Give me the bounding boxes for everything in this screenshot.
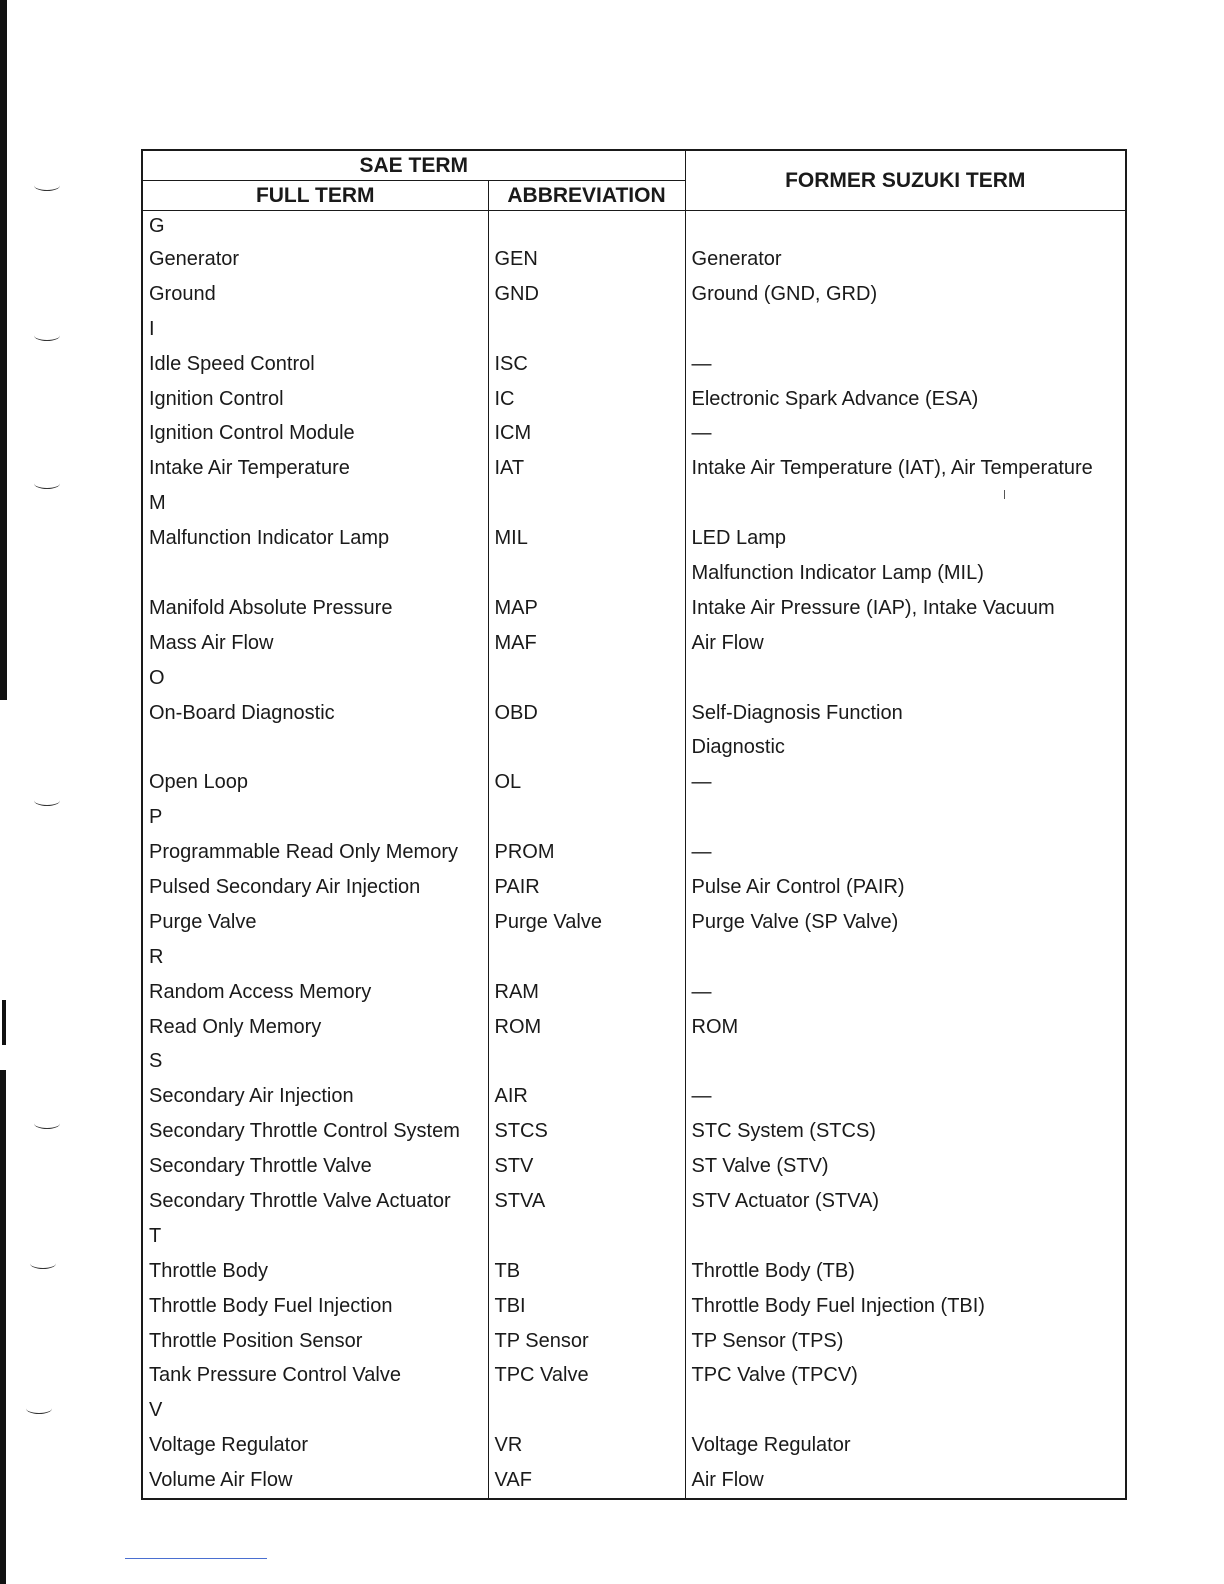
former-term-cell — [685, 211, 1126, 243]
abbreviation-cell — [488, 1393, 685, 1428]
full-term-cell: Secondary Throttle Valve Actuator — [142, 1184, 488, 1219]
abbreviation-cell: AIR — [488, 1079, 685, 1114]
table-row — [142, 451, 1126, 486]
table-row — [142, 211, 1126, 243]
full-term-cell: Purge Valve — [142, 905, 488, 940]
abbreviation-cell: VAF — [488, 1463, 685, 1499]
abbreviation-cell — [488, 1219, 685, 1254]
table-row — [142, 1044, 1126, 1079]
table-row — [142, 382, 1126, 417]
table-row — [142, 347, 1126, 382]
table-row — [142, 1289, 1126, 1324]
table-row — [142, 835, 1126, 870]
table-row — [142, 521, 1126, 556]
full-term-cell — [142, 730, 488, 765]
table-row — [142, 1079, 1126, 1114]
former-term-cell — [685, 1044, 1126, 1079]
abbreviation-cell: ROM — [488, 1010, 685, 1045]
full-term-cell: Tank Pressure Control Valve — [142, 1359, 488, 1394]
scan-edge-bottom — [0, 1070, 6, 1584]
binder-hole-mark — [34, 330, 60, 341]
abbreviation-cell: MAF — [488, 626, 685, 661]
table-row — [142, 1359, 1126, 1394]
full-term-cell: I — [142, 312, 488, 347]
full-term-cell: M — [142, 486, 488, 521]
full-term-cell: Ignition Control Module — [142, 416, 488, 451]
table-row — [142, 696, 1126, 731]
binder-hole-mark — [26, 1403, 52, 1414]
full-term-cell: V — [142, 1393, 488, 1428]
table-row — [142, 1254, 1126, 1289]
former-term-cell: LED Lamp — [685, 521, 1126, 556]
abbreviation-cell: IAT — [488, 451, 685, 486]
table-row — [142, 242, 1126, 277]
full-term-cell: Generator — [142, 242, 488, 277]
sae-term-header: SAE TERM — [142, 150, 685, 181]
abbreviation-cell: MIL — [488, 521, 685, 556]
abbreviation-cell — [488, 1044, 685, 1079]
full-term-cell: T — [142, 1219, 488, 1254]
former-term-cell: — — [685, 765, 1126, 800]
former-term-cell: Intake Air Pressure (IAP), Intake Vacuum — [685, 591, 1126, 626]
full-term-cell: Open Loop — [142, 765, 488, 800]
abbreviation-cell: MAP — [488, 591, 685, 626]
full-term-cell: Malfunction Indicator Lamp — [142, 521, 488, 556]
table-row — [142, 556, 1126, 591]
full-term-cell: Throttle Position Sensor — [142, 1324, 488, 1359]
abbreviation-cell — [488, 940, 685, 975]
full-term-cell: Read Only Memory — [142, 1010, 488, 1045]
full-term-cell: Throttle Body Fuel Injection — [142, 1289, 488, 1324]
former-term-cell: Electronic Spark Advance (ESA) — [685, 382, 1126, 417]
abbreviation-cell: PAIR — [488, 870, 685, 905]
full-term-cell: Pulsed Secondary Air Injection — [142, 870, 488, 905]
abbreviation-cell — [488, 486, 685, 521]
abbreviation-cell: STCS — [488, 1114, 685, 1149]
binder-hole-mark — [34, 795, 60, 806]
full-term-cell — [142, 556, 488, 591]
full-term-cell: Idle Speed Control — [142, 347, 488, 382]
abbreviation-cell: ISC — [488, 347, 685, 382]
former-term-cell: Pulse Air Control (PAIR) — [685, 870, 1126, 905]
full-term-cell: P — [142, 800, 488, 835]
former-term-cell — [685, 486, 1126, 521]
former-term-cell: Intake Air Temperature (IAT), Air Temperature — [685, 451, 1126, 486]
former-term-cell: — — [685, 835, 1126, 870]
full-term-cell: Manifold Absolute Pressure — [142, 591, 488, 626]
former-term-cell: Air Flow — [685, 1463, 1126, 1499]
abbreviation-cell: TB — [488, 1254, 685, 1289]
former-term-cell: TPC Valve (TPCV) — [685, 1359, 1126, 1394]
former-term-cell: Self-Diagnosis Function — [685, 696, 1126, 731]
abbreviation-cell: TPC Valve — [488, 1359, 685, 1394]
abbreviation-cell: GEN — [488, 242, 685, 277]
former-term-cell — [685, 312, 1126, 347]
full-term-cell: Ignition Control — [142, 382, 488, 417]
abbreviation-cell: TP Sensor — [488, 1324, 685, 1359]
full-term-cell: Intake Air Temperature — [142, 451, 488, 486]
former-term-cell: Diagnostic — [685, 730, 1126, 765]
full-term-cell: Random Access Memory — [142, 975, 488, 1010]
abbreviation-cell: TBI — [488, 1289, 685, 1324]
table-row — [142, 1393, 1126, 1428]
full-term-cell: Secondary Air Injection — [142, 1079, 488, 1114]
former-term-cell: Voltage Regulator — [685, 1428, 1126, 1463]
table-row — [142, 975, 1126, 1010]
table-row — [142, 416, 1126, 451]
full-term-cell: S — [142, 1044, 488, 1079]
full-term-cell: Secondary Throttle Valve — [142, 1149, 488, 1184]
full-term-cell: G — [142, 211, 488, 243]
table-row — [142, 1324, 1126, 1359]
full-term-cell: On-Board Diagnostic — [142, 696, 488, 731]
footer-rule — [125, 1558, 267, 1559]
table-row — [142, 1184, 1126, 1219]
full-term-cell: Mass Air Flow — [142, 626, 488, 661]
full-term-cell: Programmable Read Only Memory — [142, 835, 488, 870]
table-header — [142, 150, 1126, 211]
full-term-cell: Throttle Body — [142, 1254, 488, 1289]
full-term-cell: Voltage Regulator — [142, 1428, 488, 1463]
binder-hole-mark — [34, 180, 60, 191]
former-suzuki-term-header: FORMER SUZUKI TERM — [685, 150, 1126, 211]
abbreviation-cell — [488, 661, 685, 696]
full-term-header: FULL TERM — [142, 181, 488, 211]
abbreviation-cell: STVA — [488, 1184, 685, 1219]
abbreviation-cell — [488, 730, 685, 765]
abbreviation-cell: OL — [488, 765, 685, 800]
table-row — [142, 905, 1126, 940]
former-term-cell: — — [685, 416, 1126, 451]
abbreviation-cell: OBD — [488, 696, 685, 731]
full-term-cell: Secondary Throttle Control System — [142, 1114, 488, 1149]
abbreviation-cell: RAM — [488, 975, 685, 1010]
abbreviation-cell: STV — [488, 1149, 685, 1184]
table-row — [142, 661, 1126, 696]
table-row — [142, 870, 1126, 905]
table-row — [142, 765, 1126, 800]
former-term-cell: Malfunction Indicator Lamp (MIL) — [685, 556, 1126, 591]
table-row — [142, 940, 1126, 975]
former-term-cell — [685, 800, 1126, 835]
former-term-cell: ST Valve (STV) — [685, 1149, 1126, 1184]
table-row — [142, 486, 1126, 521]
abbreviation-cell: GND — [488, 277, 685, 312]
table-body — [142, 211, 1126, 1500]
former-term-cell: STC System (STCS) — [685, 1114, 1126, 1149]
full-term-cell: Volume Air Flow — [142, 1463, 488, 1499]
full-term-cell: R — [142, 940, 488, 975]
former-term-cell: Purge Valve (SP Valve) — [685, 905, 1126, 940]
former-term-cell: TP Sensor (TPS) — [685, 1324, 1126, 1359]
former-term-cell — [685, 1393, 1126, 1428]
abbreviation-cell — [488, 556, 685, 591]
former-term-cell: — — [685, 1079, 1126, 1114]
table-row — [142, 626, 1126, 661]
former-term-cell: STV Actuator (STVA) — [685, 1184, 1126, 1219]
former-term-cell: — — [685, 975, 1126, 1010]
table-row — [142, 1219, 1126, 1254]
abbreviation-cell: VR — [488, 1428, 685, 1463]
table-row — [142, 591, 1126, 626]
former-term-cell: Air Flow — [685, 626, 1126, 661]
former-term-cell — [685, 1219, 1126, 1254]
former-term-cell — [685, 661, 1126, 696]
table-row — [142, 800, 1126, 835]
full-term-cell: Ground — [142, 277, 488, 312]
table-row — [142, 1114, 1126, 1149]
binder-hole-mark — [34, 478, 60, 489]
full-term-cell: O — [142, 661, 488, 696]
abbreviation-cell: IC — [488, 382, 685, 417]
abbreviation-cell: PROM — [488, 835, 685, 870]
table-row — [142, 1463, 1126, 1499]
former-term-cell: Ground (GND, GRD) — [685, 277, 1126, 312]
former-term-cell: — — [685, 347, 1126, 382]
abbreviation-cell: Purge Valve — [488, 905, 685, 940]
table-row — [142, 1428, 1126, 1463]
table-row — [142, 1010, 1126, 1045]
table-row — [142, 730, 1126, 765]
former-term-cell: Throttle Body Fuel Injection (TBI) — [685, 1289, 1126, 1324]
binder-hole-mark — [30, 1258, 56, 1269]
table-row — [142, 1149, 1126, 1184]
table-row — [142, 277, 1126, 312]
abbreviation-header: ABBREVIATION — [488, 181, 685, 211]
scan-edge-top — [0, 0, 7, 700]
abbreviation-cell — [488, 800, 685, 835]
scan-edge-mid — [2, 1000, 6, 1045]
former-term-cell: Generator — [685, 242, 1126, 277]
former-term-cell: ROM — [685, 1010, 1126, 1045]
sae-term-table — [141, 149, 1127, 1500]
abbreviation-cell — [488, 312, 685, 347]
table-row — [142, 312, 1126, 347]
former-term-cell: Throttle Body (TB) — [685, 1254, 1126, 1289]
former-term-cell — [685, 940, 1126, 975]
binder-hole-mark — [34, 1118, 60, 1129]
abbreviation-cell — [488, 211, 685, 243]
abbreviation-cell: ICM — [488, 416, 685, 451]
